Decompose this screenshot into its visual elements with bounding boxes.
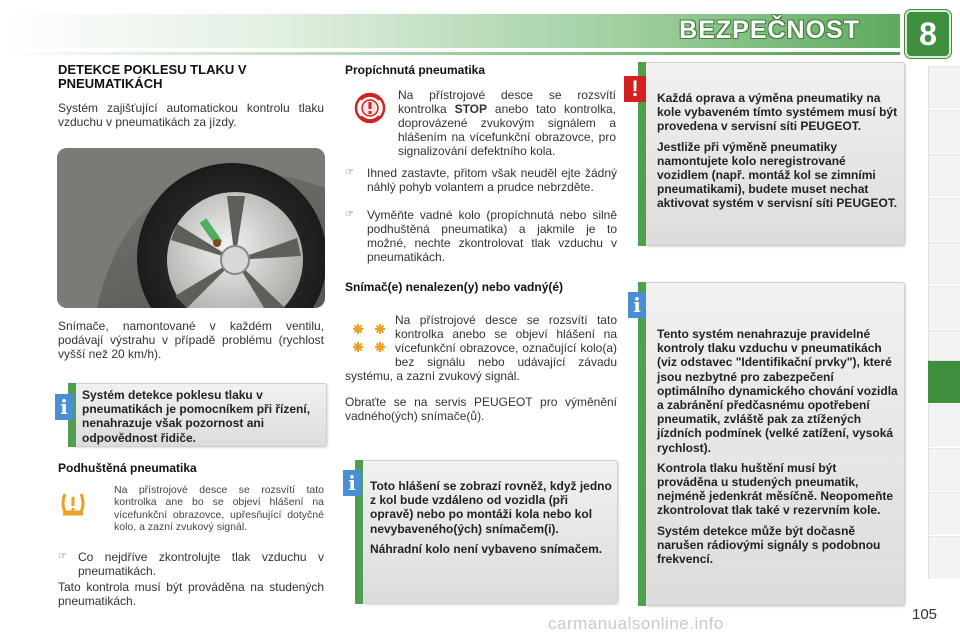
info-box-right-text xyxy=(657,327,899,572)
side-tab-1[interactable] xyxy=(928,66,960,109)
stop-label: STOP xyxy=(454,102,488,116)
side-tab-4[interactable] xyxy=(928,198,960,241)
sensor-text xyxy=(345,313,617,383)
info-box-bar xyxy=(638,282,646,606)
info-right-p3: Systém detekce může být dočasně narušen rádiovými signály s podobnou frekvencí. xyxy=(657,523,881,567)
puncture-bullet-2-text: Vyměňte vadné kolo (propíchnutá nebo silně podhuštěná pneumatika) a jakmile je to možné, nechte zkontrolovat tlak vzduchu v pneumatikách. xyxy=(367,208,617,264)
puncture-text xyxy=(398,88,616,158)
underinflated-bullet xyxy=(58,550,324,578)
info-box-middle-text xyxy=(370,479,612,562)
puncture-heading: Propíchnutá pneumatika xyxy=(345,63,486,77)
underinflated-bullet-text: Co nejdříve zkontrolujte tlak vzduchu v pneumatikách. xyxy=(78,550,324,578)
sensor-heading: Snímač(e) nenalezen(y) nebo vadný(é) xyxy=(345,280,564,294)
bullet-icon: ☞ xyxy=(58,551,67,562)
puncture-bullet-1-text: Ihned zastavte, přitom však neuděl ejte žádný náhlý pohyb volantem a prudce nebrzděte. xyxy=(367,166,617,194)
page-number: 105 xyxy=(912,606,938,623)
info-right-p2: Kontrola tlaku huštění musí být prováděna u studených pneumatik, nejméně jedenkrát měsíčně. Neopomeňte zkontrolovat tlak také v rezervním kole. xyxy=(657,460,894,518)
underinflated-heading: Podhuštěná pneumatika xyxy=(58,461,197,475)
watermark: carmanualsonline.info xyxy=(548,614,724,633)
sensors-text: Snímače, namontované v každém ventilu, podávají výstrahu v případě problému (rychlost vyšší než 20 km/h). xyxy=(58,319,324,361)
info-icon: i xyxy=(343,470,361,496)
section-heading: DETEKCE POKLESU TLAKU V PNEUMATIKÁCH xyxy=(58,62,247,91)
side-tab-2[interactable] xyxy=(928,110,960,153)
side-tab-9[interactable] xyxy=(928,404,960,447)
sensor-note: Obraťte se na servis PEUGEOT pro výměnění vadného(ých) snímače(ů). xyxy=(345,395,617,423)
warning-icon: ! xyxy=(624,76,646,102)
side-tab-5[interactable] xyxy=(928,242,960,285)
puncture-text-b: anebo tato kontrolka, doprovázené zvukovým signálem a hlášením na vícefunkční obrazovce, pro signalizování defektního kola. xyxy=(398,102,616,158)
puncture-text-a: Na přístrojové desce se rozsvítí kontrolka xyxy=(398,88,616,116)
chapter-badge: 8 xyxy=(905,10,951,58)
warning-p2: Jestliže při výměně pneumatiky namontujete kolo neregistrované vozidlem (např. montáž kol se zimními pneumatikami), budete muset nechat aktivovat systém v servisní síti PEUGEOT. xyxy=(657,139,898,211)
info-icon: i xyxy=(628,292,646,318)
underinflated-text: Na přístrojové desce se rozsvítí tato kontrolka ane bo se objeví hlášení na vícefunkční obrazovce, upřesňující dotyčné kolo, a zazní zvukový signál. xyxy=(114,484,324,533)
header-stripe xyxy=(0,52,900,55)
info-right-p1: Tento systém nenahrazuje pravidelné kontroly tlaku vzduchu v pneumatikách (viz odstavec "Identifikační prvky"), které jsou nezbytné pro zabezpečení optimálního dynamického chování vozidla a zabránění předčasnému opotřebení pneumatik, zvláště pak za ztížených jízdních podmínek (velké zatížení, vysoká rychlost). xyxy=(657,327,898,455)
underinflated-note: Tato kontrola musí být prováděna na studených pneumatikách. xyxy=(58,580,324,608)
info-icon: i xyxy=(55,394,73,420)
side-tab-11[interactable] xyxy=(928,492,960,535)
side-tab-active[interactable] xyxy=(928,360,960,403)
warning-box-text xyxy=(657,91,899,217)
puncture-bullet-1 xyxy=(345,166,617,194)
page-title: BEZPEČNOST xyxy=(679,16,860,44)
side-tab-3[interactable] xyxy=(928,154,960,197)
bullet-icon: ☞ xyxy=(345,209,354,220)
puncture-bullet-2 xyxy=(345,208,617,264)
side-tab-6[interactable] xyxy=(928,286,960,329)
bullet-icon: ☞ xyxy=(345,167,354,178)
stop-warning-icon xyxy=(353,91,387,125)
side-tab-10[interactable] xyxy=(928,448,960,491)
intro-text: Systém zajišťující automatickou kontrolu tlaku vzduchu v pneumatikách za jízdy. xyxy=(58,101,324,129)
info-box-middle-p2: Náhradní kolo není vybaveno snímačem. xyxy=(370,541,603,556)
wheel-photo xyxy=(57,148,325,308)
sensor-text-body: Na přístrojové desce se rozsvítí tato kontrolka anebo se objeví hlášení na vícefunkční obrazovce, označující kolo(a) bez signálu nebo udávající závadu systému, a zazní zvukový signál. xyxy=(345,313,617,383)
tyre-pressure-warning-icon xyxy=(60,490,86,516)
info-box-middle-p1: Toto hlášení se zobrazí rovněž, když jedno z kol bude vzdáleno od vozidla (při opravě) nebo po montáži kola nebo kol nevybaveného(ých) snímačem(i). xyxy=(370,479,612,536)
warning-p1: Každá oprava a výměna pneumatiky na kole vybaveném tímto systémem musí být provedena v servisní síti PEUGEOT. xyxy=(657,91,898,134)
side-tab-12[interactable] xyxy=(928,536,960,579)
icon-spacer xyxy=(345,313,395,357)
info-box-left-text: Systém detekce poklesu tlaku v pneumatikách je pomocníkem při řízení, nenahrazuje však pozornost ani odpovědnost řidiče. xyxy=(82,388,311,445)
